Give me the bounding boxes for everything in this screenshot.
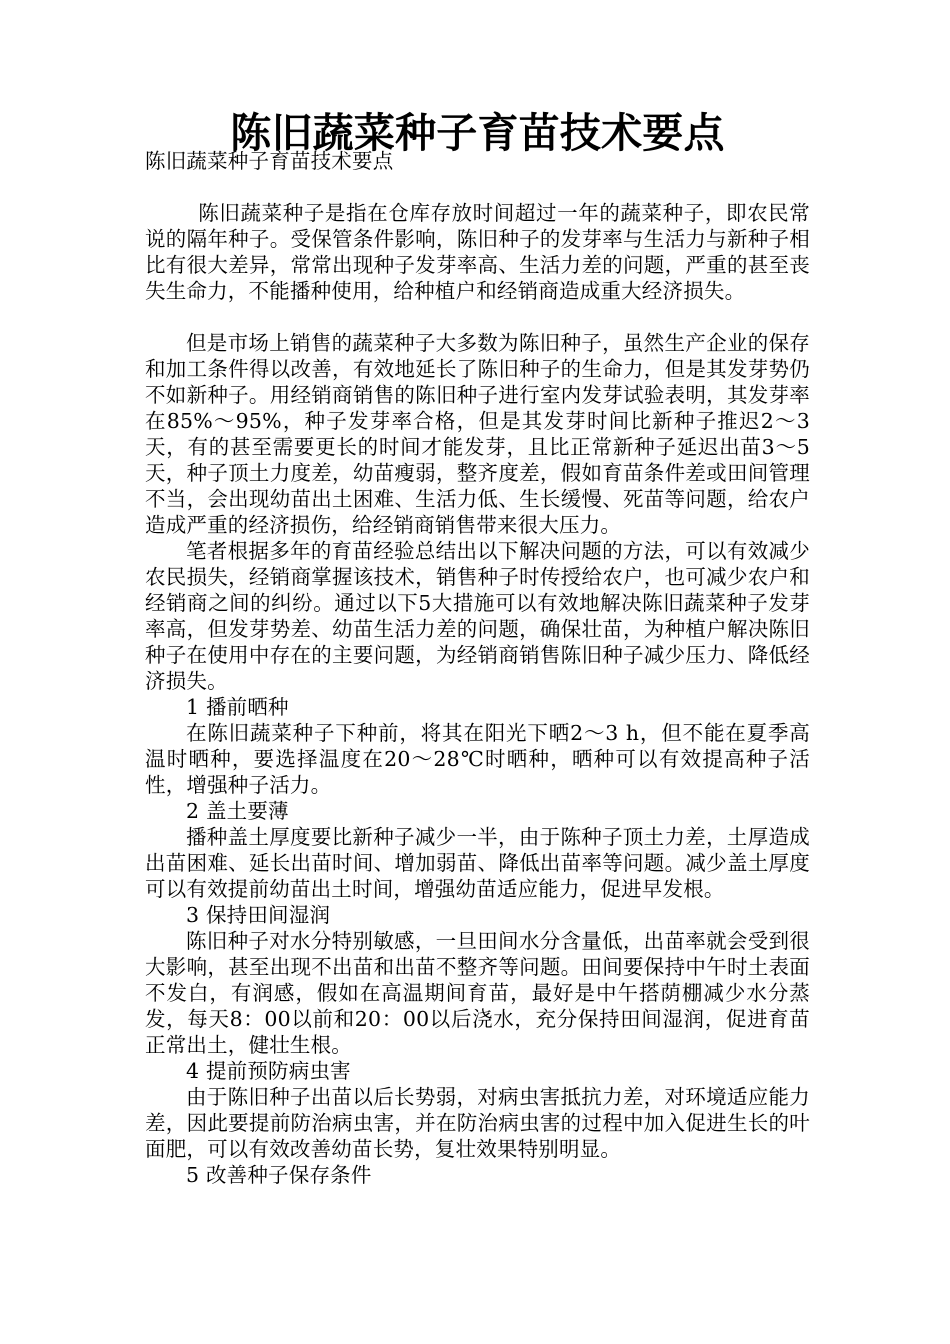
document-title: 陈旧蔬菜种子育苗技术要点 bbox=[230, 109, 725, 157]
document-page bbox=[145, 109, 810, 1188]
body-paragraph: 但是市场上销售的蔬菜种子大多数为陈旧种子，虽然生产企业的保存和加工条件得以改善，有效地延长了陈旧种子的生命力，但是其发芽势仍不如新种子。用经销商销售的陈旧种子进行室内发芽试验表明，其发芽率在85%～95%，种子发芽率合格，但是其发芽时间比新种子推迟2～3天，有的甚至需要更长的时间才能发芽，且比正常新种子延迟出苗3～5天，种子顶土力度差，幼苗瘦弱，整齐度差，假如育苗条件差或田间管理不当，会出现幼苗出土困难、生活力低、生长缓慢、死苗等问题，给农户造成严重的经济损伤，给经销商销售带来很大压力。 bbox=[145, 331, 810, 537]
section-heading: 1 播前晒种 bbox=[186, 695, 289, 719]
section-heading: 4 提前预防病虫害 bbox=[186, 1059, 351, 1083]
section-heading: 3 保持田间湿润 bbox=[186, 903, 331, 927]
section-body: 陈旧种子对水分特别敏感，一旦田间水分含量低，出苗率就会受到很大影响，甚至出现不出苗和出苗不整齐等问题。田间要保持中午时土表面不发白，有润感，假如在高温期间育苗，最好是中午搭荫棚减少水分蒸发，每天8：00以前和20：00以后浇水，充分保持田间湿润，促进育苗正常出土，健壮生根。 bbox=[145, 929, 810, 1057]
section-body: 由于陈旧种子出苗以后长势弱，对病虫害抵抗力差，对环境适应能力差，因此要提前防治病虫害，并在防治病虫害的过程中加入促进生长的叶面肥，可以有效改善幼苗长势，复壮效果特别明显。 bbox=[145, 1085, 810, 1161]
blank-line bbox=[145, 174, 810, 200]
section-heading: 2 盖土要薄 bbox=[186, 799, 289, 823]
section-heading: 5 改善种子保存条件 bbox=[186, 1163, 372, 1187]
section-body: 在陈旧蔬菜种子下种前，将其在阳光下晒2～3 h，但不能在夏季高温时晒种，要选择温度在20～28℃时晒种，晒种可以有效提高种子活性，增强种子活力。 bbox=[145, 721, 810, 797]
document-subtitle: 陈旧蔬菜种子育苗技术要点 bbox=[145, 149, 394, 173]
blank-line bbox=[145, 304, 810, 330]
section-body: 播种盖土厚度要比新种子减少一半，由于陈种子顶土力差，土厚造成出苗困难、延长出苗时间、增加弱苗、降低出苗率等问题。减少盖土厚度可以有效提前幼苗出土时间，增强幼苗适应能力，促进早发根。 bbox=[145, 825, 810, 901]
body-paragraph: 笔者根据多年的育苗经验总结出以下解决问题的方法，可以有效减少农民损失，经销商掌握该技术，销售种子时传授给农户，也可减少农户和经销商之间的纠纷。通过以下5大措施可以有效地解决陈旧蔬菜种子发芽率高，但发芽势差、幼苗生活力差的问题，确保壮苗，为种植户解决陈旧种子在使用中存在的主要问题，为经销商销售陈旧种子减少压力、降低经济损失。 bbox=[145, 539, 810, 693]
intro-paragraph: 陈旧蔬菜种子是指在仓库存放时间超过一年的蔬菜种子，即农民常说的隔年种子。受保管条件影响，陈旧种子的发芽率与生活力与新种子相比有很大差异，常常出现种子发芽率高、生活力差的问题，严重的甚至丧失生命力，不能播种使用，给种植户和经销商造成重大经济损失。 bbox=[145, 201, 810, 303]
